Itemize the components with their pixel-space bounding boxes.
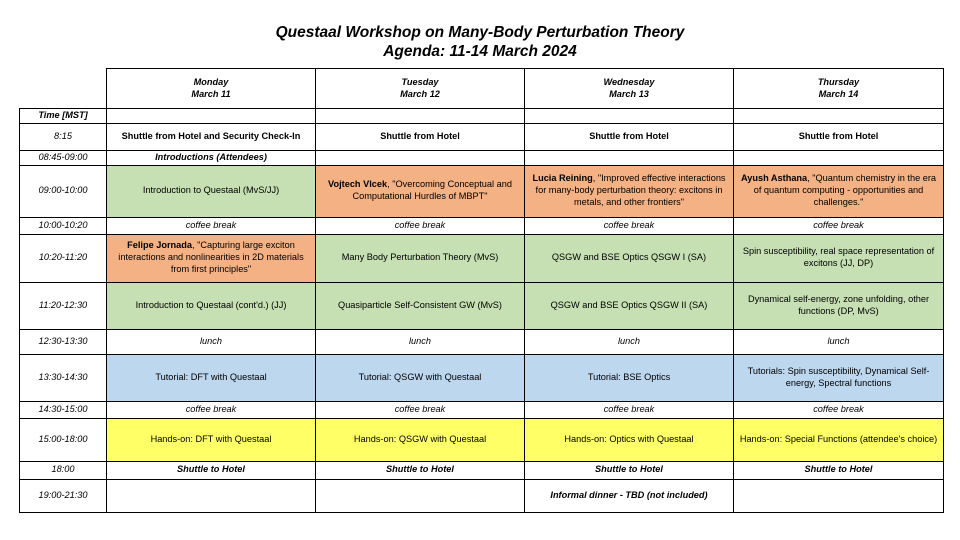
session-cell-thursday: Spin susceptibility, real space representation of excitons (JJ, DP) — [734, 234, 944, 282]
day-header-thursday — [734, 69, 944, 109]
day-header-monday — [107, 69, 316, 109]
session-cell-tuesday: Quasiparticle Self-Consistent GW (MvS) — [316, 282, 525, 329]
session-cell-monday: coffee break — [107, 217, 316, 234]
talk-title: , "Improved effective interactions for many-body perturbation theory: excitons in metals, and other frontiers" — [535, 173, 726, 208]
day-header-tuesday — [316, 69, 525, 109]
schedule-row — [20, 329, 944, 354]
time-header-row — [20, 109, 944, 124]
session-cell-tuesday: Many Body Perturbation Theory (MvS) — [316, 234, 525, 282]
day-date: March 11 — [191, 88, 231, 99]
time-cell: 14:30-15:00 — [20, 401, 107, 418]
day-header-row — [20, 69, 944, 109]
session-cell-wednesday: Informal dinner - TBD (not included) — [525, 479, 734, 512]
empty-cell — [316, 479, 525, 512]
agenda-table — [19, 68, 944, 513]
time-header: Time [MST] — [20, 109, 107, 124]
session-cell-thursday: Shuttle from Hotel — [734, 123, 944, 150]
day-date: March 12 — [400, 88, 440, 99]
session-cell-wednesday: Shuttle from Hotel — [525, 123, 734, 150]
speaker-name: Lucia Reining — [532, 173, 593, 184]
time-cell: 12:30-13:30 — [20, 329, 107, 354]
empty-cell — [107, 109, 316, 124]
schedule-row — [20, 401, 944, 418]
session-cell-monday: lunch — [107, 329, 316, 354]
time-cell: 11:20-12:30 — [20, 282, 107, 329]
day-date: March 13 — [609, 88, 649, 99]
page-subtitle: Agenda: 11-14 March 2024 — [383, 43, 577, 60]
day-name: Tuesday — [401, 76, 439, 87]
time-cell: 10:00-10:20 — [20, 217, 107, 234]
session-cell-monday: Introduction to Questaal (MvS/JJ) — [107, 165, 316, 217]
day-header-wednesday — [525, 69, 734, 109]
corner-cell — [20, 69, 107, 109]
session-cell-tuesday: Shuttle to Hotel — [316, 461, 525, 479]
session-cell-thursday: Hands-on: Special Functions (attendee's choice) — [734, 418, 944, 461]
time-cell: 19:00-21:30 — [20, 479, 107, 512]
session-cell-monday: coffee break — [107, 401, 316, 418]
talk-title: , "Capturing large exciton interactions and nonlinearities in 2D materials from first principles" — [118, 240, 304, 275]
day-date: March 14 — [818, 88, 859, 99]
keynote-cell-tuesday — [316, 165, 525, 217]
schedule-row — [20, 479, 944, 512]
time-cell: 8:15 — [20, 123, 107, 150]
schedule-row — [20, 418, 944, 461]
time-cell: 15:00-18:00 — [20, 418, 107, 461]
empty-cell — [734, 109, 944, 124]
speaker-name: Vojtech Vlcek — [328, 179, 388, 190]
schedule-row — [20, 123, 944, 150]
keynote-cell-wednesday — [525, 165, 734, 217]
session-cell-thursday: lunch — [734, 329, 944, 354]
session-cell-tuesday: coffee break — [316, 401, 525, 418]
session-cell-monday: Tutorial: DFT with Questaal — [107, 354, 316, 401]
session-cell-thursday: Shuttle to Hotel — [734, 461, 944, 479]
empty-cell — [316, 109, 525, 124]
session-cell-wednesday: coffee break — [525, 217, 734, 234]
keynote-cell-thursday — [734, 165, 944, 217]
talk-title: , "Overcoming Conceptual and Computational Hurdles of MBPT" — [352, 179, 512, 202]
session-cell-wednesday: QSGW and BSE Optics QSGW I (SA) — [525, 234, 734, 282]
schedule-row — [20, 354, 944, 401]
empty-cell — [316, 150, 525, 165]
time-cell: 10:20-11:20 — [20, 234, 107, 282]
page-title: Questaal Workshop on Many-Body Perturbation Theory — [275, 24, 685, 41]
session-cell-monday: Introduction to Questaal (cont'd.) (JJ) — [107, 282, 316, 329]
empty-cell — [734, 150, 944, 165]
session-cell-wednesday: QSGW and BSE Optics QSGW II (SA) — [525, 282, 734, 329]
schedule-row — [20, 461, 944, 479]
schedule-row — [20, 282, 944, 329]
time-cell: 13:30-14:30 — [20, 354, 107, 401]
session-cell-thursday: coffee break — [734, 401, 944, 418]
session-cell-thursday: Dynamical self-energy, zone unfolding, other functions (DP, MvS) — [734, 282, 944, 329]
schedule-row — [20, 165, 944, 217]
schedule-row — [20, 217, 944, 234]
empty-cell — [525, 109, 734, 124]
schedule-row — [20, 150, 944, 165]
session-cell-tuesday: lunch — [316, 329, 525, 354]
empty-cell — [734, 479, 944, 512]
day-name: Thursday — [817, 76, 860, 87]
empty-cell — [525, 150, 734, 165]
session-cell-thursday: coffee break — [734, 217, 944, 234]
schedule-row — [20, 234, 944, 282]
speaker-name: Ayush Asthana — [740, 173, 808, 184]
session-cell-monday: Shuttle from Hotel and Security Check-In — [107, 123, 316, 150]
session-cell-wednesday: lunch — [525, 329, 734, 354]
day-name: Monday — [193, 76, 229, 87]
session-cell-monday: Shuttle to Hotel — [107, 461, 316, 479]
session-cell-monday: Hands-on: DFT with Questaal — [107, 418, 316, 461]
session-cell-wednesday: coffee break — [525, 401, 734, 418]
speaker-name: Felipe Jornada — [127, 240, 192, 251]
session-cell-tuesday: coffee break — [316, 217, 525, 234]
keynote-cell-monday — [107, 234, 316, 282]
session-cell-wednesday: Tutorial: BSE Optics — [525, 354, 734, 401]
day-name: Wednesday — [603, 76, 655, 87]
session-cell-thursday: Tutorials: Spin susceptibility, Dynamical Self-energy, Spectral functions — [734, 354, 944, 401]
session-cell-tuesday: Shuttle from Hotel — [316, 123, 525, 150]
empty-cell — [107, 479, 316, 512]
time-cell: 18:00 — [20, 461, 107, 479]
time-cell: 09:00-10:00 — [20, 165, 107, 217]
session-cell-wednesday: Shuttle to Hotel — [525, 461, 734, 479]
session-cell-wednesday: Hands-on: Optics with Questaal — [525, 418, 734, 461]
session-cell-tuesday: Hands-on: QSGW with Questaal — [316, 418, 525, 461]
talk-title: , "Quantum chemistry in the era of quantum computing - opportunities and challenges." — [753, 173, 937, 208]
time-cell: 08:45-09:00 — [20, 150, 107, 165]
session-cell-monday: Introductions (Attendees) — [107, 150, 316, 165]
session-cell-tuesday: Tutorial: QSGW with Questaal — [316, 354, 525, 401]
